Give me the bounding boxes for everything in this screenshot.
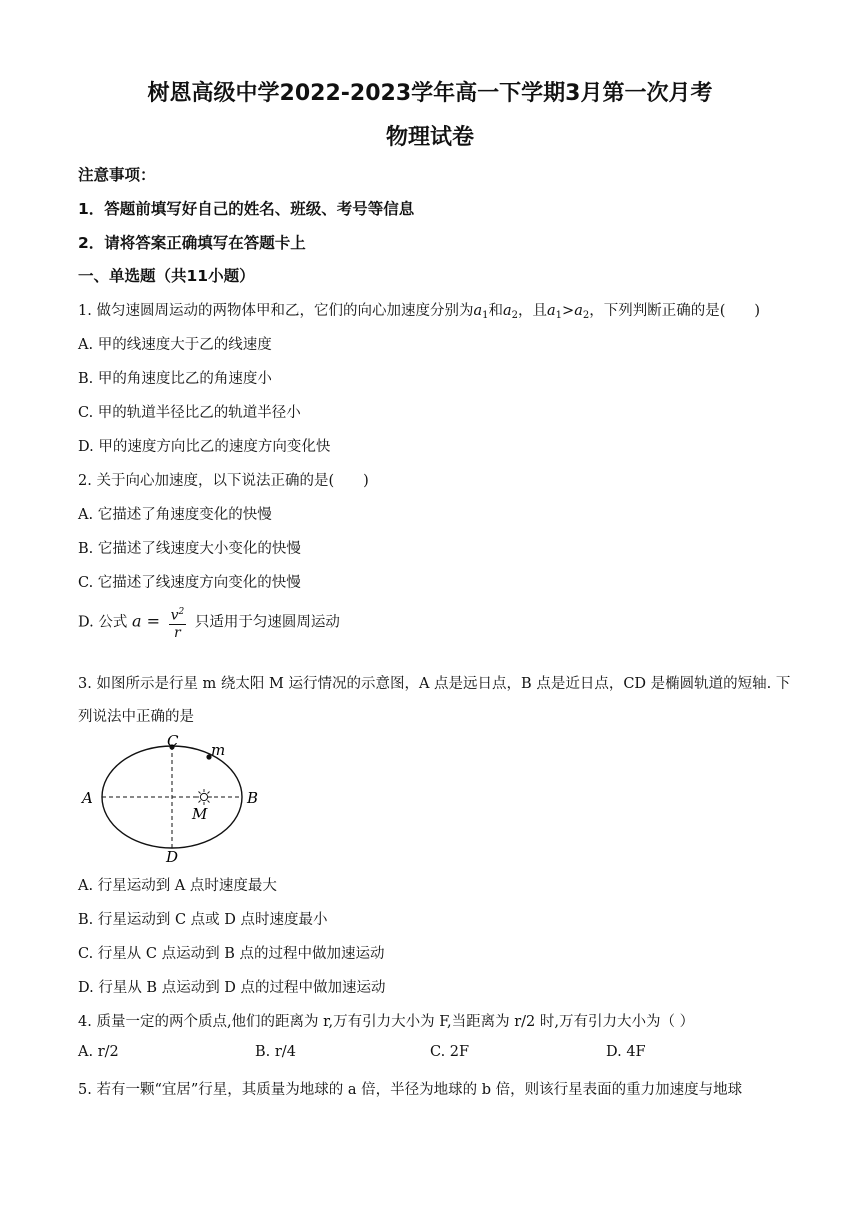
section-heading: 一、单选题（共11小题）	[78, 267, 255, 285]
formula-fraction: $\frac{v^2}{r}$	[169, 604, 187, 641]
q4-option-c: C. 2F	[430, 1044, 470, 1060]
notice-item-2: 2．请将答案正确填写在答题卡上	[78, 234, 306, 252]
q2-option-a: A. 它描述了角速度变化的快慢	[78, 507, 272, 523]
q1-option-b: B. 甲的角速度比乙的角速度小	[78, 371, 272, 387]
q3-stem-line-2: 列说法中正确的是	[78, 709, 194, 725]
formula-lhs: a =	[131, 611, 160, 631]
q3-option-b: B. 行星运动到 C 点或 D 点时速度最小	[78, 912, 328, 928]
notice-heading: 注意事项：	[78, 166, 156, 184]
q1-option-c: C. 甲的轨道半径比乙的轨道半径小	[78, 405, 301, 421]
q2-option-b: B. 它描述了线速度大小变化的快慢	[78, 541, 301, 557]
q3-option-d: D. 行星从 B 点运动到 D 点的过程中做加速运动	[78, 980, 386, 996]
q3-option-a: A. 行星运动到 A 点时速度最大	[78, 878, 277, 894]
sun-icon	[196, 789, 212, 805]
label-m: m	[211, 741, 226, 759]
q3-option-c: C. 行星从 C 点运动到 B 点的过程中做加速运动	[78, 946, 385, 962]
q2-option-c: C. 它描述了线速度方向变化的快慢	[78, 575, 301, 591]
q2-option-d: D. 公式 a = $\frac{v^2}{r}$ 只适用于匀速圆周运动	[78, 604, 340, 641]
exam-subtitle: 物理试卷	[385, 125, 474, 150]
q4-stem: 4. 质量一定的两个质点,他们的距离为 r,万有引力大小为 F,当距离为 r/2 时,万有引力大小为（ ）	[78, 1014, 695, 1030]
q1-stem: 1. 做匀速圆周运动的两物体甲和乙，它们的向心加速度分别为$a_1$和$a_2$，且$a_1>a_2$，下列判断正确的是( )	[78, 303, 761, 321]
notice-item-1: 1．答题前填写好自己的姓名、班级、考号等信息	[78, 200, 415, 218]
q1-option-a: A. 甲的线速度大于乙的线速度	[78, 337, 272, 353]
q4-option-a: A. r/2	[78, 1044, 119, 1060]
q4-option-b: B. r/4	[255, 1044, 296, 1060]
label-d: D	[166, 848, 179, 866]
q5-stem: 5. 若有一颗“宜居”行星，其质量为地球的 a 倍，半径为地球的 b 倍，则该行星表面的重力加速度与地球	[78, 1082, 743, 1098]
label-b: B	[247, 789, 259, 807]
q1-option-d: D. 甲的速度方向比乙的速度方向变化快	[78, 439, 331, 455]
orbit-diagram	[78, 730, 278, 866]
label-c: C	[167, 732, 179, 750]
exam-title: 树恩高级中学2022-2023学年高一下学期3月第一次月考	[147, 81, 713, 106]
label-a: A	[82, 789, 93, 807]
q2-stem: 2. 关于向心加速度，以下说法正确的是( )	[78, 473, 369, 489]
q4-option-d: D. 4F	[606, 1044, 646, 1060]
q3-stem-line-1: 3. 如图所示是行星 m 绕太阳 M 运行情况的示意图，A 点是远日点，B 点是近日点，CD 是椭圆轨道的短轴. 下	[78, 676, 791, 692]
label-sun-m: M	[192, 805, 208, 823]
